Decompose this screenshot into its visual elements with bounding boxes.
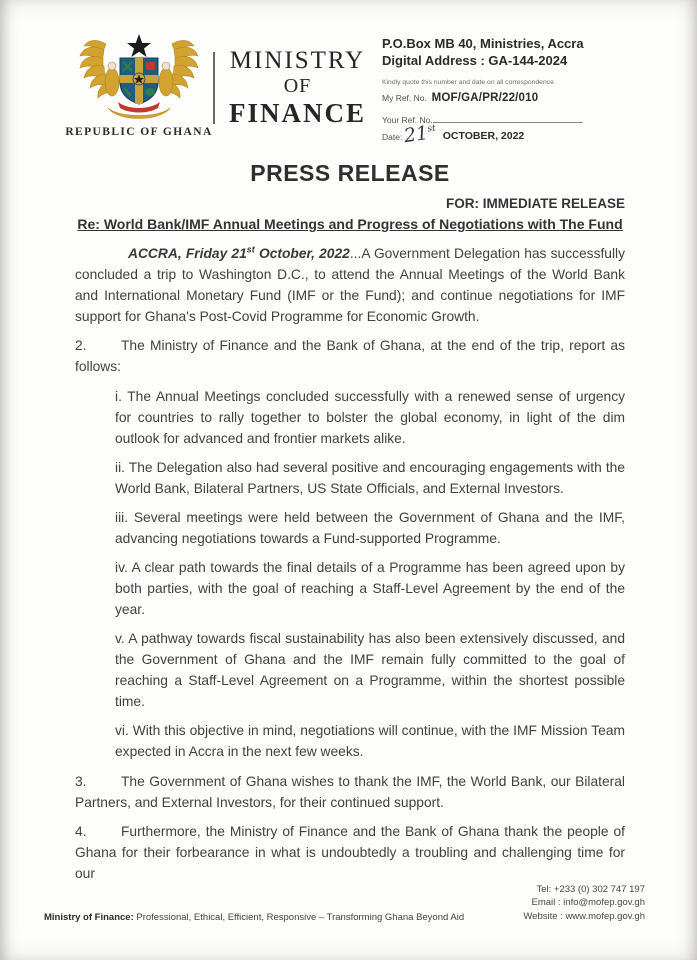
paragraph-2-number: 2.	[75, 338, 87, 353]
date-line	[382, 121, 637, 147]
ministry-tagline: Ministry of Finance: Professional, Ethical, Efficient, Responsive – Transforming Ghana Beyond Aid	[44, 912, 465, 923]
my-ref-value: MOF/GA/PR/22/010	[431, 91, 539, 104]
digital-address-line: Digital Address : GA-144-2024	[382, 52, 568, 68]
republic-of-ghana-label: REPUBLIC OF GHANA	[65, 125, 213, 138]
list-item-iv: iv. A clear path towards the final details of a Programme has been agreed upon by both parties, with the goal of reaching a Staff-Level Agreement by the end of the year.	[115, 560, 625, 617]
subject-line: Re: World Bank/IMF Annual Meetings and Progress of Negotiations with The Fund	[77, 216, 623, 232]
coat-of-arms	[65, 30, 213, 138]
paragraph-4-number: 4.	[75, 824, 87, 839]
tel-line: Tel: +233 (0) 302 747 197	[536, 883, 645, 895]
body-text	[75, 243, 625, 892]
list-item-i: i. The Annual Meetings concluded successfully with a renewed sense of urgency for countries to rally together to bolster the global economy, in light of the dim outlook for advanced and frontier markets alike.	[115, 389, 625, 446]
ministry-line1: MINISTRY	[229, 47, 366, 75]
contact-block	[523, 883, 645, 924]
quote-note: Kindly quote this number and date on all correspondence	[382, 78, 554, 86]
date-month-year: OCTOBER, 2022	[442, 129, 525, 142]
paragraph-3: 3. The Government of Ghana wishes to thank the IMF, the World Bank, our Bilateral Partners, and External Investors, for their continued support.	[75, 771, 625, 813]
your-ref-blank-line	[433, 114, 583, 123]
dateline-lead: ACCRA, Friday 21	[128, 246, 247, 261]
immediate-release-label: FOR: IMMEDIATE RELEASE	[445, 196, 625, 211]
page-footer	[44, 883, 645, 924]
ministry-line3: FINANCE	[229, 97, 367, 128]
brand-block	[65, 26, 367, 142]
paragraph-1: ACCRA, Friday 21st October, 2022...A Government Delegation has successfully concluded a trip to Washington D.C., to attend the Annual Meetings of the World Bank and International Monetary Fund (IMF or the Fund); and continue negotiations for IMF support for Ghana's Post-Covid Programme for Economic Growth.	[75, 244, 626, 324]
ministry-name	[229, 47, 366, 128]
email-line: Email : info@mofep.gov.gh	[531, 897, 645, 909]
my-ref-label: My Ref. No.	[382, 92, 427, 103]
list-item-v: v. A pathway towards fiscal sustainability has also been extensively discussed, and the Government of Ghana and the IMF remain fully committed to the goal of reaching a Staff-Level Agreement on a Programme, within the shortest possible time.	[115, 631, 625, 709]
po-box-line: P.O.Box MB 40, Ministries, Accra	[382, 36, 584, 51]
address-block	[382, 26, 637, 147]
header-divider	[213, 52, 215, 124]
paragraph-3-number: 3.	[75, 774, 87, 789]
list-item-iii: iii. Several meetings were held between the Government of Ghana and the IMF, advancing negotiations towards a Fund-supported Programme.	[115, 510, 625, 546]
paragraph-2: 2. The Ministry of Finance and the Bank of Ghana, at the end of the trip, report as follows:	[75, 335, 625, 377]
list-item-vi: vi. With this objective in mind, negotiations will continue, with the IMF Mission Team expected in Accra in the next few weeks.	[115, 723, 625, 759]
press-release-title: PRESS RELEASE	[250, 160, 450, 186]
title-block	[75, 160, 625, 232]
paragraph-4: 4. Furthermore, the Ministry of Finance and the Bank of Ghana thank the people of Ghana for their forbearance in what is undoubtedly a troubling and challenging time for our	[75, 821, 625, 884]
handwritten-date: 21st	[402, 121, 437, 147]
your-ref-label: Your Ref. No.	[382, 114, 433, 125]
ghana-coat-of-arms-icon	[78, 30, 200, 124]
my-ref-line	[382, 92, 637, 104]
date-label: Date:	[382, 131, 403, 142]
list-item-ii: ii. The Delegation also had several positive and encouraging engagements with the World Bank, Bilateral Partners, US State Officials, and External Investors.	[115, 460, 625, 496]
ministry-line2: OF	[283, 75, 312, 98]
website-line: Website : www.mofep.gov.gh	[523, 911, 645, 923]
letterhead	[65, 26, 637, 147]
